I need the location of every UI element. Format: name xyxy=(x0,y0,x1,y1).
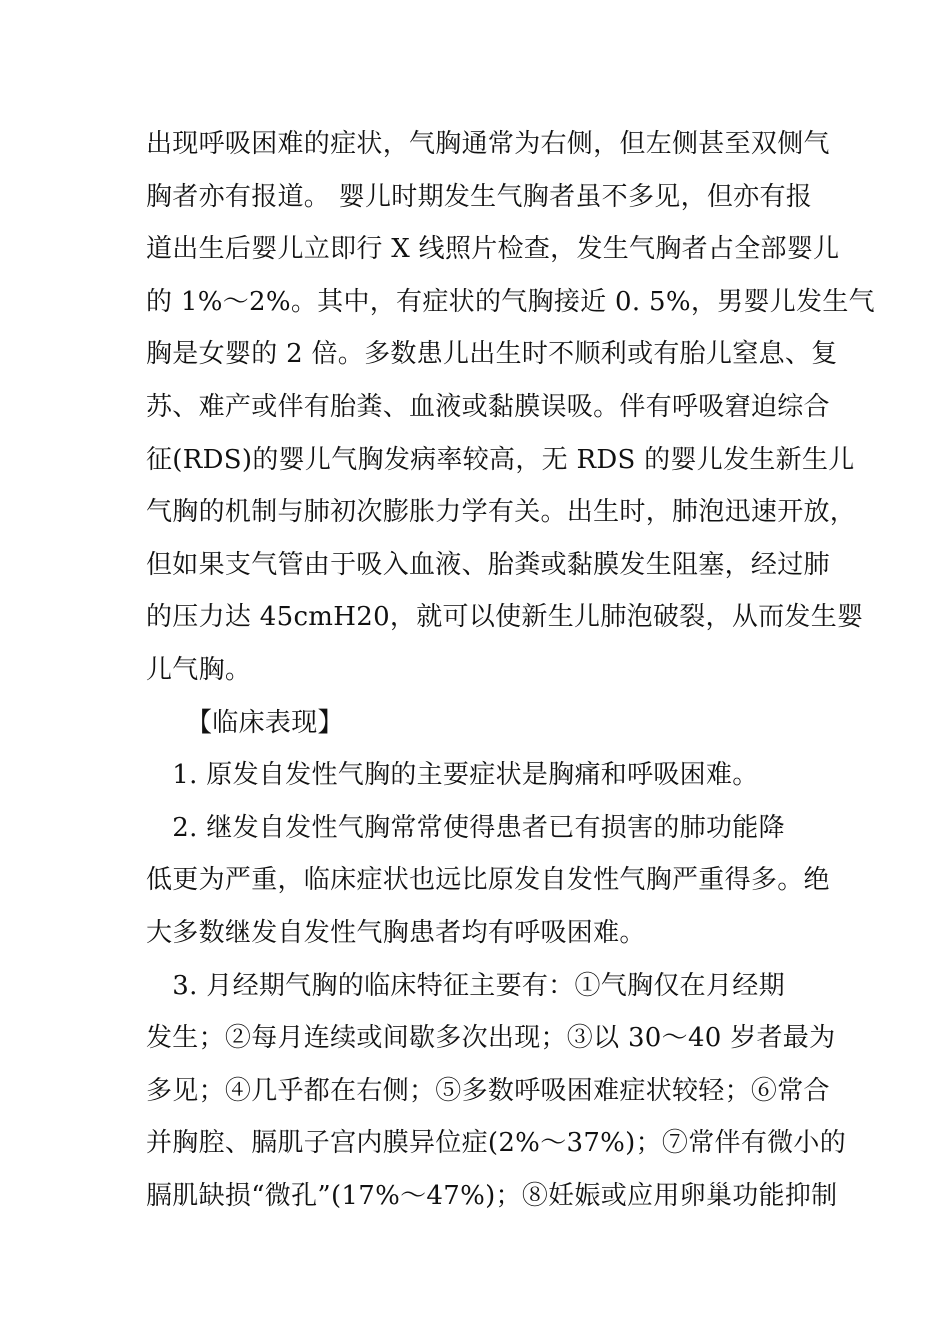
text-line: 出现呼吸困难的症状，气胸通常为右侧，但左侧甚至双侧气 xyxy=(146,129,830,159)
text-line: 低更为严重，临床症状也远比原发自发性气胸严重得多。绝 xyxy=(146,865,830,896)
text-line: 道出生后婴儿立即行 X 线照片检查，发生气胸者占全部婴儿 xyxy=(146,234,840,265)
body-text xyxy=(146,118,875,1222)
list-item: 3. 月经期气胸的临床特征主要有：①气胸仅在月经期 xyxy=(146,970,785,1001)
text-line: 发生；②每月连续或间歇多次出现；③以 30～40 岁者最为 xyxy=(146,1023,836,1054)
text-line: 苏、难产或伴有胎粪、血液或黏膜误吸。伴有呼吸窘迫综合 xyxy=(146,391,830,422)
list-item: 2. 继发自发性气胸常常使得患者已有损害的肺功能降 xyxy=(146,812,785,843)
text-line: 但如果支气管由于吸入血液、胎粪或黏膜发生阻塞，经过肺 xyxy=(146,549,830,580)
text-line: 儿气胸。 xyxy=(146,654,252,685)
text-line: 大多数继发自发性气胸患者均有呼吸困难。 xyxy=(146,917,646,948)
text-line: 胸是女婴的 2 倍。多数患儿出生时不顺利或有胎儿窒息、复 xyxy=(146,339,838,370)
text-line: 并胸腔、膈肌子宫内膜异位症(2%～37%)；⑦常伴有微小的 xyxy=(146,1128,847,1159)
text-line: 膈肌缺损“微孔”(17%～47%)；⑧妊娠或应用卵巢功能抑制 xyxy=(146,1180,838,1211)
text-line: 的压力达 45cmH20，就可以使新生儿肺泡破裂，从而发生婴 xyxy=(146,602,864,633)
list-item: 1. 原发自发性气胸的主要症状是胸痛和呼吸困难。 xyxy=(146,760,759,791)
text-line: 的 1%～2%。其中，有症状的气胸接近 0. 5%，男婴儿发生气 xyxy=(146,286,875,317)
text-line: 胸者亦有报道。 婴儿时期发生气胸者虽不多见，但亦有报 xyxy=(146,181,813,212)
text-line: 多见；④几乎都在右侧；⑤多数呼吸困难症状较轻；⑥常合 xyxy=(146,1075,830,1106)
section-heading: 【临床表现】 xyxy=(186,707,344,738)
text-line: 征(RDS)的婴儿气胸发病率较高，无 RDS 的婴儿发生新生儿 xyxy=(146,444,855,475)
text-line: 气胸的机制与肺初次膨胀力学有关。出生时，肺泡迅速开放， xyxy=(146,497,857,528)
